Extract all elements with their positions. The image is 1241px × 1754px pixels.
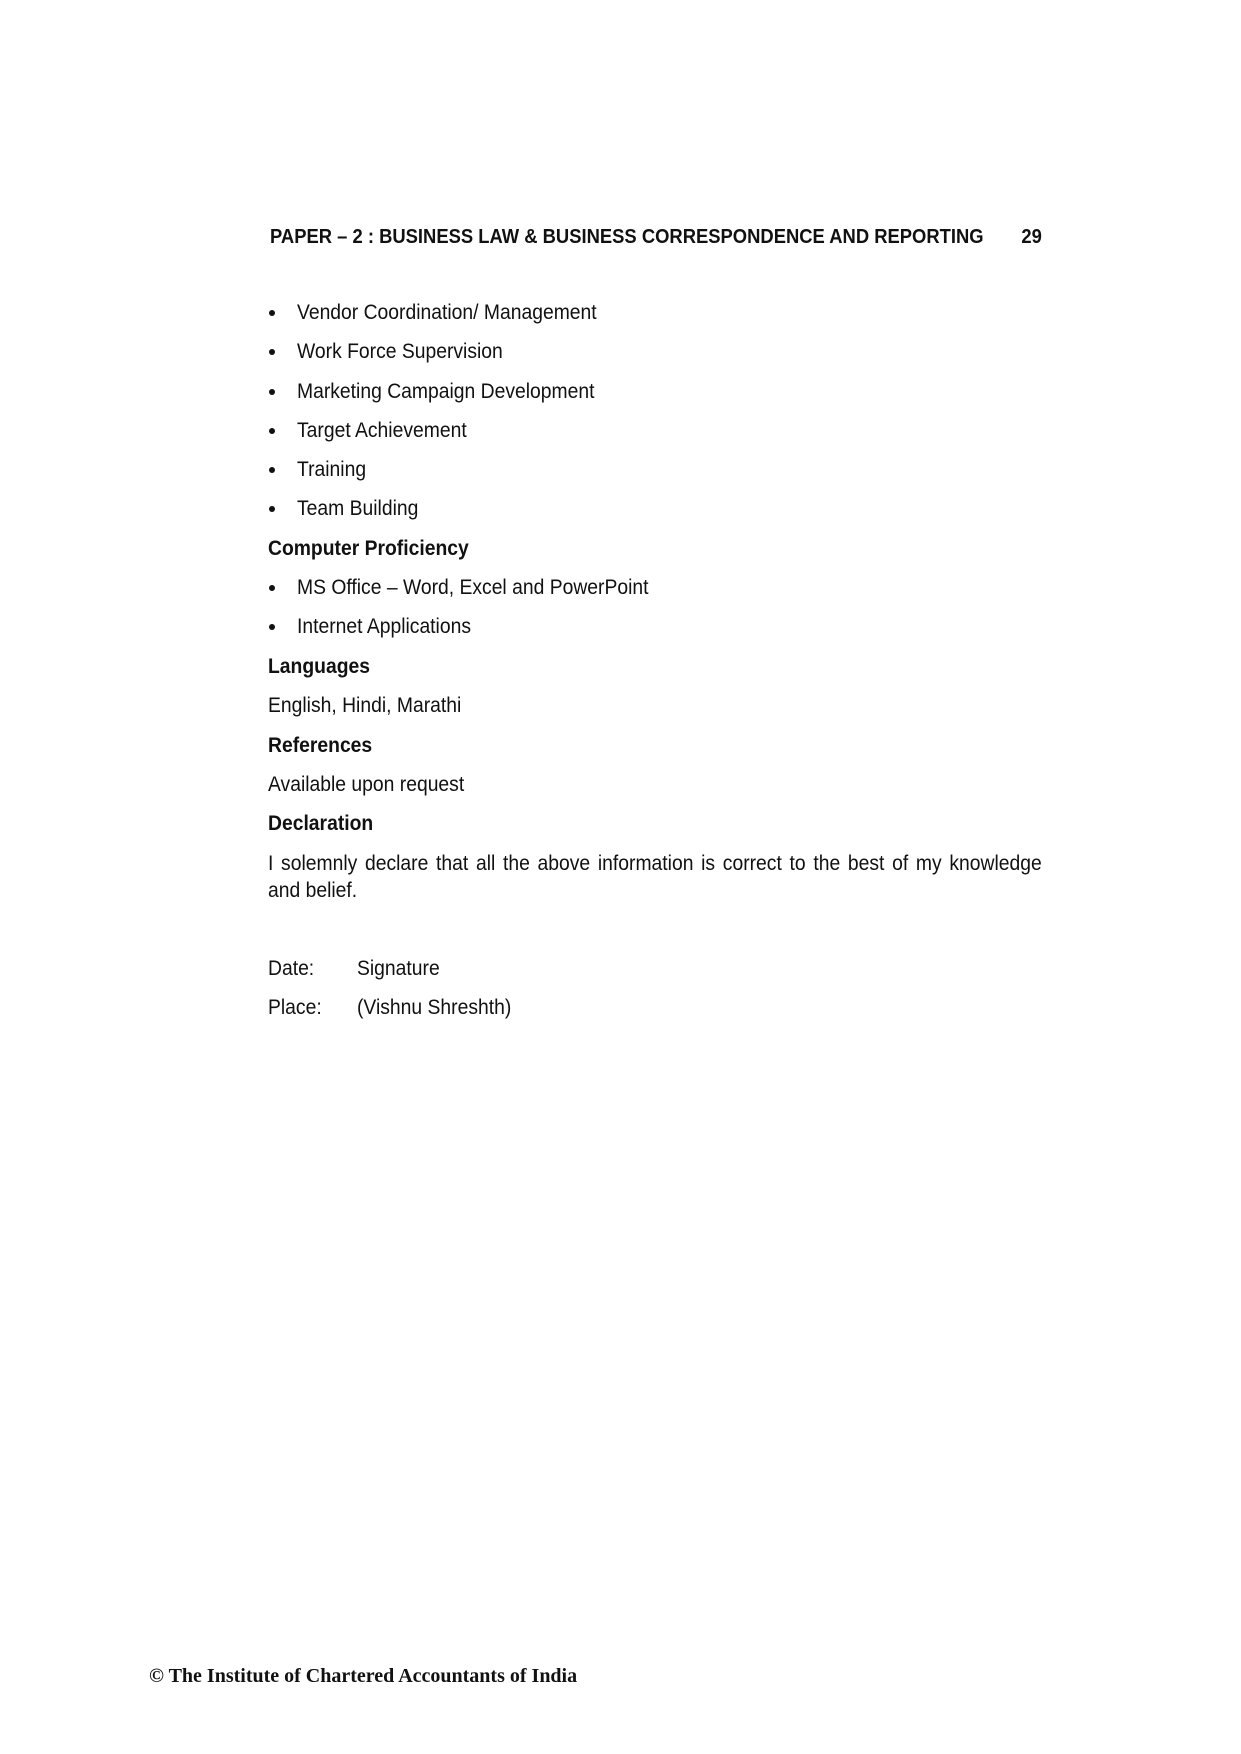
declaration-paragraph — [268, 850, 1042, 904]
signature-label: Signature — [357, 957, 440, 980]
section-heading-references: References — [268, 734, 373, 757]
list-item-label: Team Building — [297, 497, 419, 520]
list-item-label: Vendor Coordination/ Management — [297, 301, 597, 324]
declaration-line-1: I solemnly declare that all the above information is correct to the best of my knowledge — [268, 852, 1042, 875]
date-label: Date: — [268, 957, 315, 980]
list-item-label: Marketing Campaign Development — [297, 380, 595, 403]
header-title: PAPER – 2 : BUSINESS LAW & BUSINESS CORRESPONDENCE AND REPORTING — [270, 226, 984, 248]
declaration-line-2: and belief. — [268, 879, 358, 902]
list-item-label: Internet Applications — [297, 615, 471, 638]
signatory-name: (Vishnu Shreshth) — [357, 996, 512, 1019]
list-item-label: Target Achievement — [297, 419, 467, 442]
copyright-footer: © The Institute of Chartered Accountants of India — [149, 1665, 578, 1687]
list-item-label: Work Force Supervision — [297, 340, 503, 363]
page-number: 29 — [1021, 226, 1042, 248]
languages-text: English, Hindi, Marathi — [268, 694, 462, 717]
place-label: Place: — [268, 996, 322, 1019]
section-heading-declaration: Declaration — [268, 812, 374, 835]
running-header — [270, 226, 1042, 249]
list-item-label: Training — [297, 458, 367, 481]
section-heading-computer: Computer Proficiency — [268, 537, 469, 560]
section-heading-languages: Languages — [268, 655, 370, 678]
list-item-label: MS Office – Word, Excel and PowerPoint — [297, 576, 649, 599]
references-text: Available upon request — [268, 773, 465, 796]
